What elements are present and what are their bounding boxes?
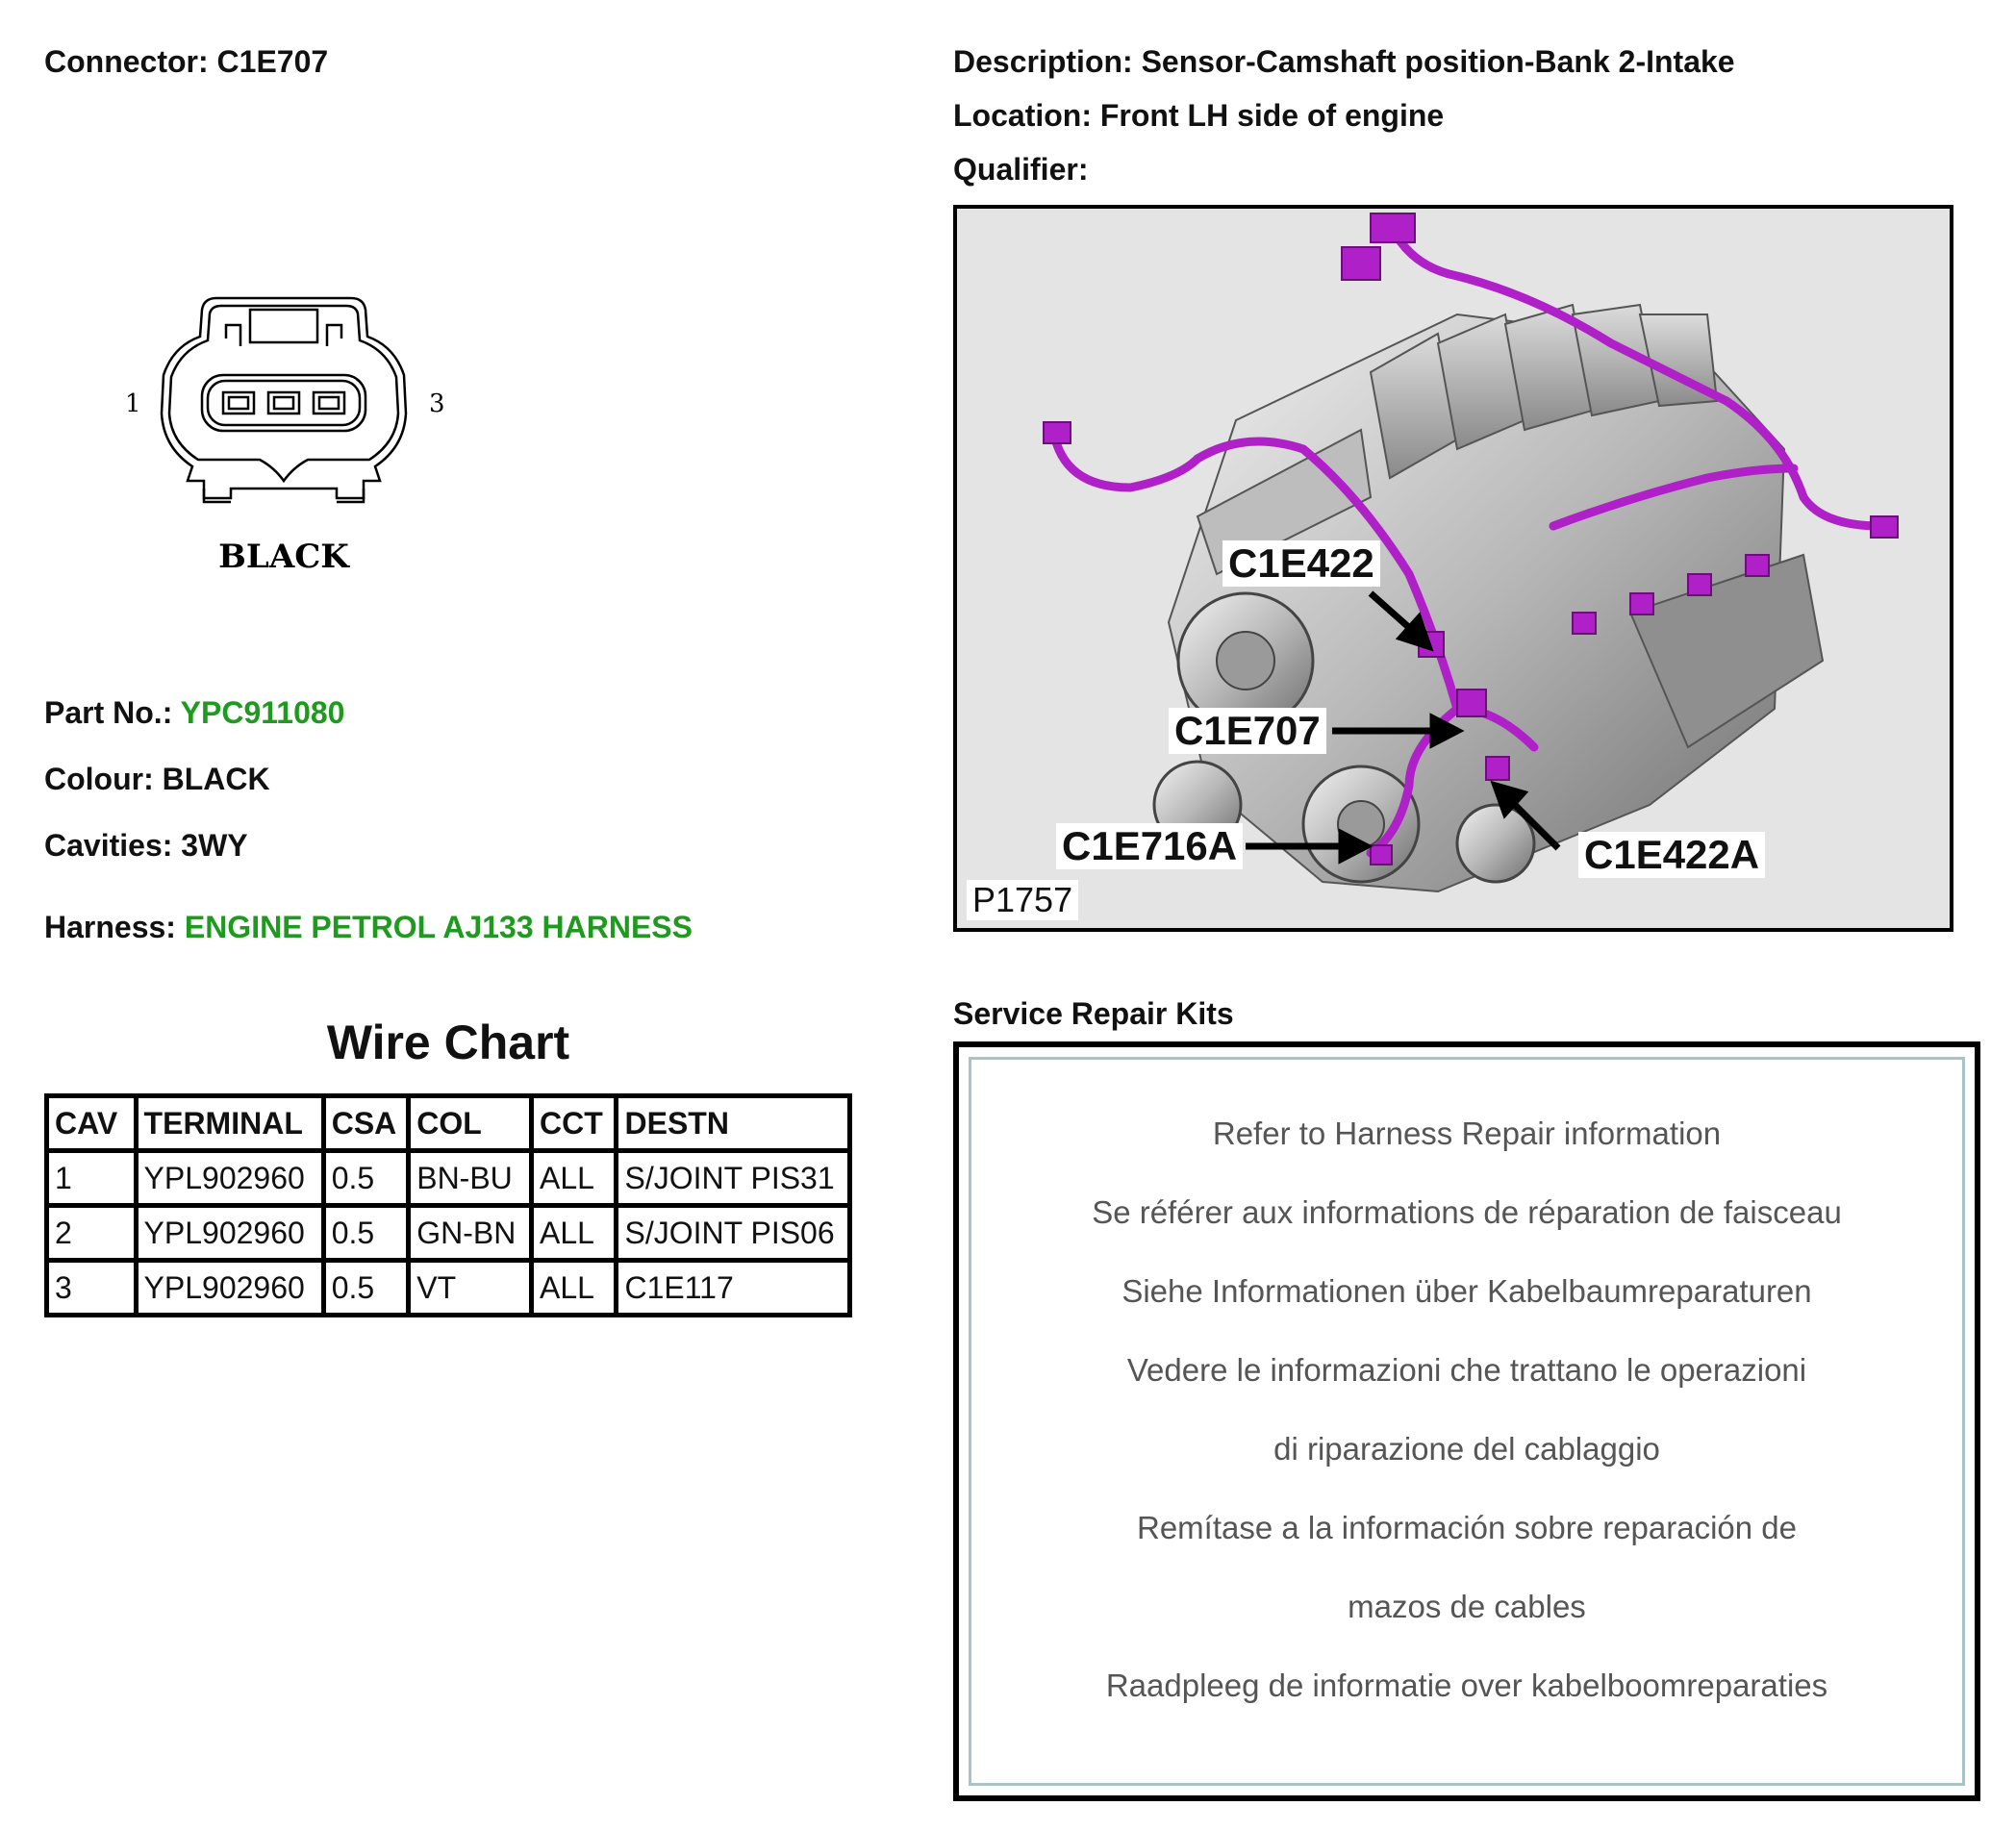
cavities-label: Cavities: <box>44 828 173 863</box>
cell-destn: S/JOINT PIS06 <box>617 1206 850 1261</box>
kit-line: Remítase a la información sobre reparación de <box>1136 1510 1798 1545</box>
cell-col: GN-BN <box>409 1206 532 1261</box>
qualifier-field <box>953 152 1088 188</box>
cell-destn: C1E117 <box>617 1261 850 1316</box>
cell-cav: 3 <box>47 1261 137 1316</box>
kit-line: Vedere le informazioni che trattano le operazioni <box>1126 1352 1807 1388</box>
description-value: Sensor-Camshaft position-Bank 2-Intake <box>1141 44 1735 79</box>
cell-cct: ALL <box>531 1261 617 1316</box>
kit-line: Siehe Informationen über Kabelbaumreparaturen <box>1121 1273 1812 1309</box>
kit-line: Raadpleeg de informatie over kabelboomreparaties <box>1105 1668 1828 1703</box>
harness-link[interactable]: ENGINE PETROL AJ133 HARNESS <box>184 910 693 944</box>
wire-chart-title: Wire Chart <box>326 1016 570 1069</box>
pin-1-label: 1 <box>125 389 141 418</box>
table-row <box>47 1261 850 1316</box>
harness-field <box>44 910 693 945</box>
part-no-field <box>44 695 344 731</box>
cell-col: VT <box>409 1261 532 1316</box>
cell-terminal: YPL902960 <box>136 1206 323 1261</box>
col-header-cct: CCT <box>531 1096 617 1151</box>
connector-field <box>44 44 328 80</box>
image-reference: P1757 <box>967 880 1078 920</box>
callout-c1e422: C1E422 <box>1222 540 1380 587</box>
cell-csa: 0.5 <box>323 1206 409 1261</box>
col-header-cav: CAV <box>47 1096 137 1151</box>
cell-destn: S/JOINT PIS31 <box>617 1151 850 1206</box>
wire-chart-table <box>44 1093 852 1317</box>
engine-location-image <box>953 205 1953 932</box>
table-row <box>47 1151 850 1206</box>
col-header-col: COL <box>409 1096 532 1151</box>
location-field <box>953 98 1444 134</box>
colour-value: BLACK <box>162 762 270 796</box>
location-value: Front LH side of engine <box>1099 98 1445 133</box>
cell-cct: ALL <box>531 1151 617 1206</box>
colour-field <box>44 762 270 797</box>
cavities-value: 3WY <box>181 828 248 863</box>
cell-terminal: YPL902960 <box>136 1261 323 1316</box>
service-repair-kits-box <box>953 1041 1980 1801</box>
kit-line: di riparazione del cablaggio <box>1273 1431 1660 1467</box>
col-header-destn: DESTN <box>617 1096 850 1151</box>
cell-cav: 2 <box>47 1206 137 1261</box>
description-field <box>953 44 1735 80</box>
description-label: Description: <box>953 44 1133 79</box>
kit-line: mazos de cables <box>1348 1589 1586 1624</box>
pin-3-label: 3 <box>429 389 445 418</box>
cell-csa: 0.5 <box>323 1261 409 1316</box>
cell-terminal: YPL902960 <box>136 1151 323 1206</box>
connector-value: C1E707 <box>216 44 329 79</box>
service-repair-kits-title: Service Repair Kits <box>953 996 1234 1031</box>
kit-line: Se référer aux informations de réparation de faisceau <box>1092 1194 1842 1230</box>
callout-c1e707: C1E707 <box>1169 708 1326 754</box>
cell-cav: 1 <box>47 1151 137 1206</box>
connector-label: Connector: <box>44 44 209 79</box>
engine-illustration <box>957 209 1950 928</box>
part-no-label: Part No.: <box>44 695 173 730</box>
harness-label: Harness: <box>44 910 176 944</box>
service-repair-kits-panel <box>969 1057 1965 1786</box>
cell-csa: 0.5 <box>323 1151 409 1206</box>
connector-face-diagram <box>115 288 481 596</box>
callout-c1e716a: C1E716A <box>1056 823 1243 869</box>
callout-c1e422a: C1E422A <box>1578 832 1765 878</box>
cell-cct: ALL <box>531 1206 617 1261</box>
colour-label: Colour: <box>44 762 154 796</box>
location-label: Location: <box>953 98 1092 133</box>
col-header-terminal: TERMINAL <box>136 1096 323 1151</box>
col-header-csa: CSA <box>323 1096 409 1151</box>
qualifier-label: Qualifier: <box>953 152 1089 187</box>
part-no-link[interactable]: YPC911080 <box>180 695 345 730</box>
kit-line: Refer to Harness Repair information <box>1212 1116 1722 1151</box>
cavities-field <box>44 828 248 864</box>
cell-col: BN-BU <box>409 1151 532 1206</box>
table-header-row <box>47 1096 850 1151</box>
table-row <box>47 1206 850 1261</box>
connector-colour-label: BLACK <box>218 538 349 576</box>
